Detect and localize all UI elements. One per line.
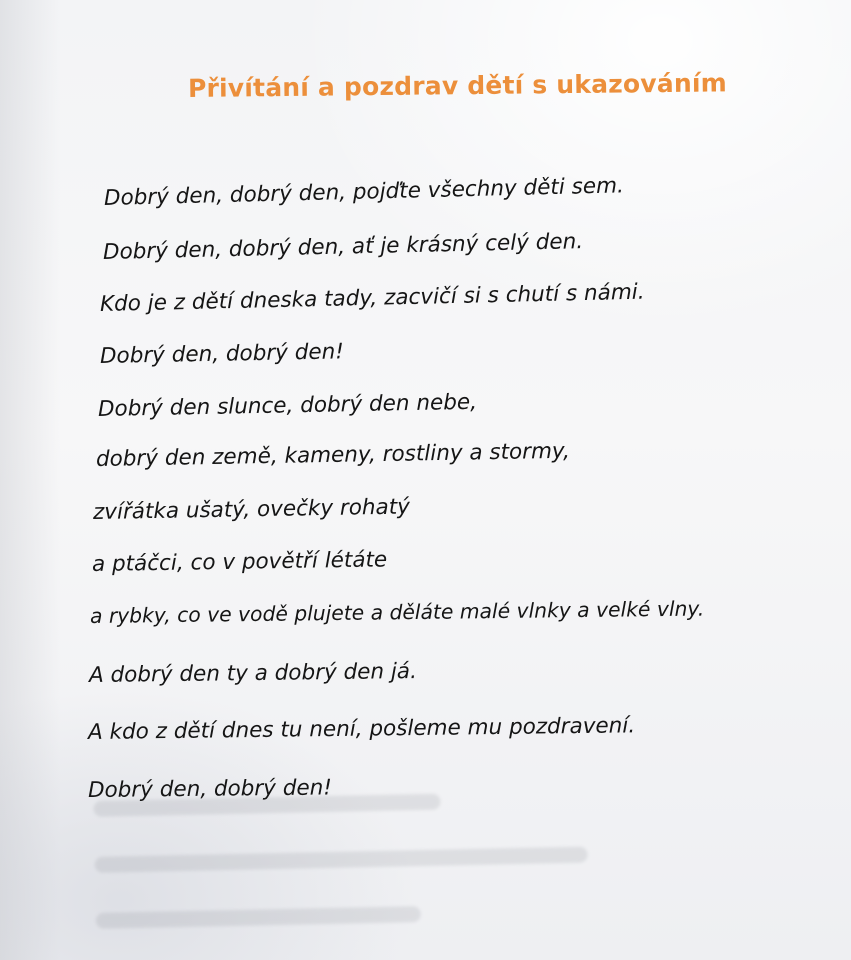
poem-line: Dobrý den, dobrý den! <box>87 775 333 803</box>
document-title: Přivítání a pozdrav dětí s ukazováním <box>187 68 728 103</box>
poem-line: A kdo z dětí dnes tu není, pošleme mu pozdravení. <box>87 713 636 745</box>
poem-line: a ptáčci, co v povětří létáte <box>91 547 388 577</box>
poem-line: A dobrý den ty a dobrý den já. <box>88 658 418 688</box>
poem-line: Dobrý den, dobrý den, pojďte všechny děti sem. <box>103 173 625 211</box>
poem-line: Kdo je z dětí dneska tady, zacvičí si s chutí s námi. <box>99 279 645 317</box>
poem-line: Dobrý den, dobrý den! <box>99 339 345 369</box>
poem-line: Dobrý den, dobrý den, ať je krásný celý den. <box>102 229 584 265</box>
poem-line: dobrý den země, kameny, rostliny a stormy, <box>95 438 571 472</box>
poem-line: Dobrý den slunce, dobrý den nebe, <box>97 389 478 422</box>
poem-line: a rybky, co ve vodě plujete a děláte malé vlnky a velké vlny. <box>89 596 705 628</box>
poem-line: zvířátka ušatý, ovečky rohatý <box>92 494 411 525</box>
